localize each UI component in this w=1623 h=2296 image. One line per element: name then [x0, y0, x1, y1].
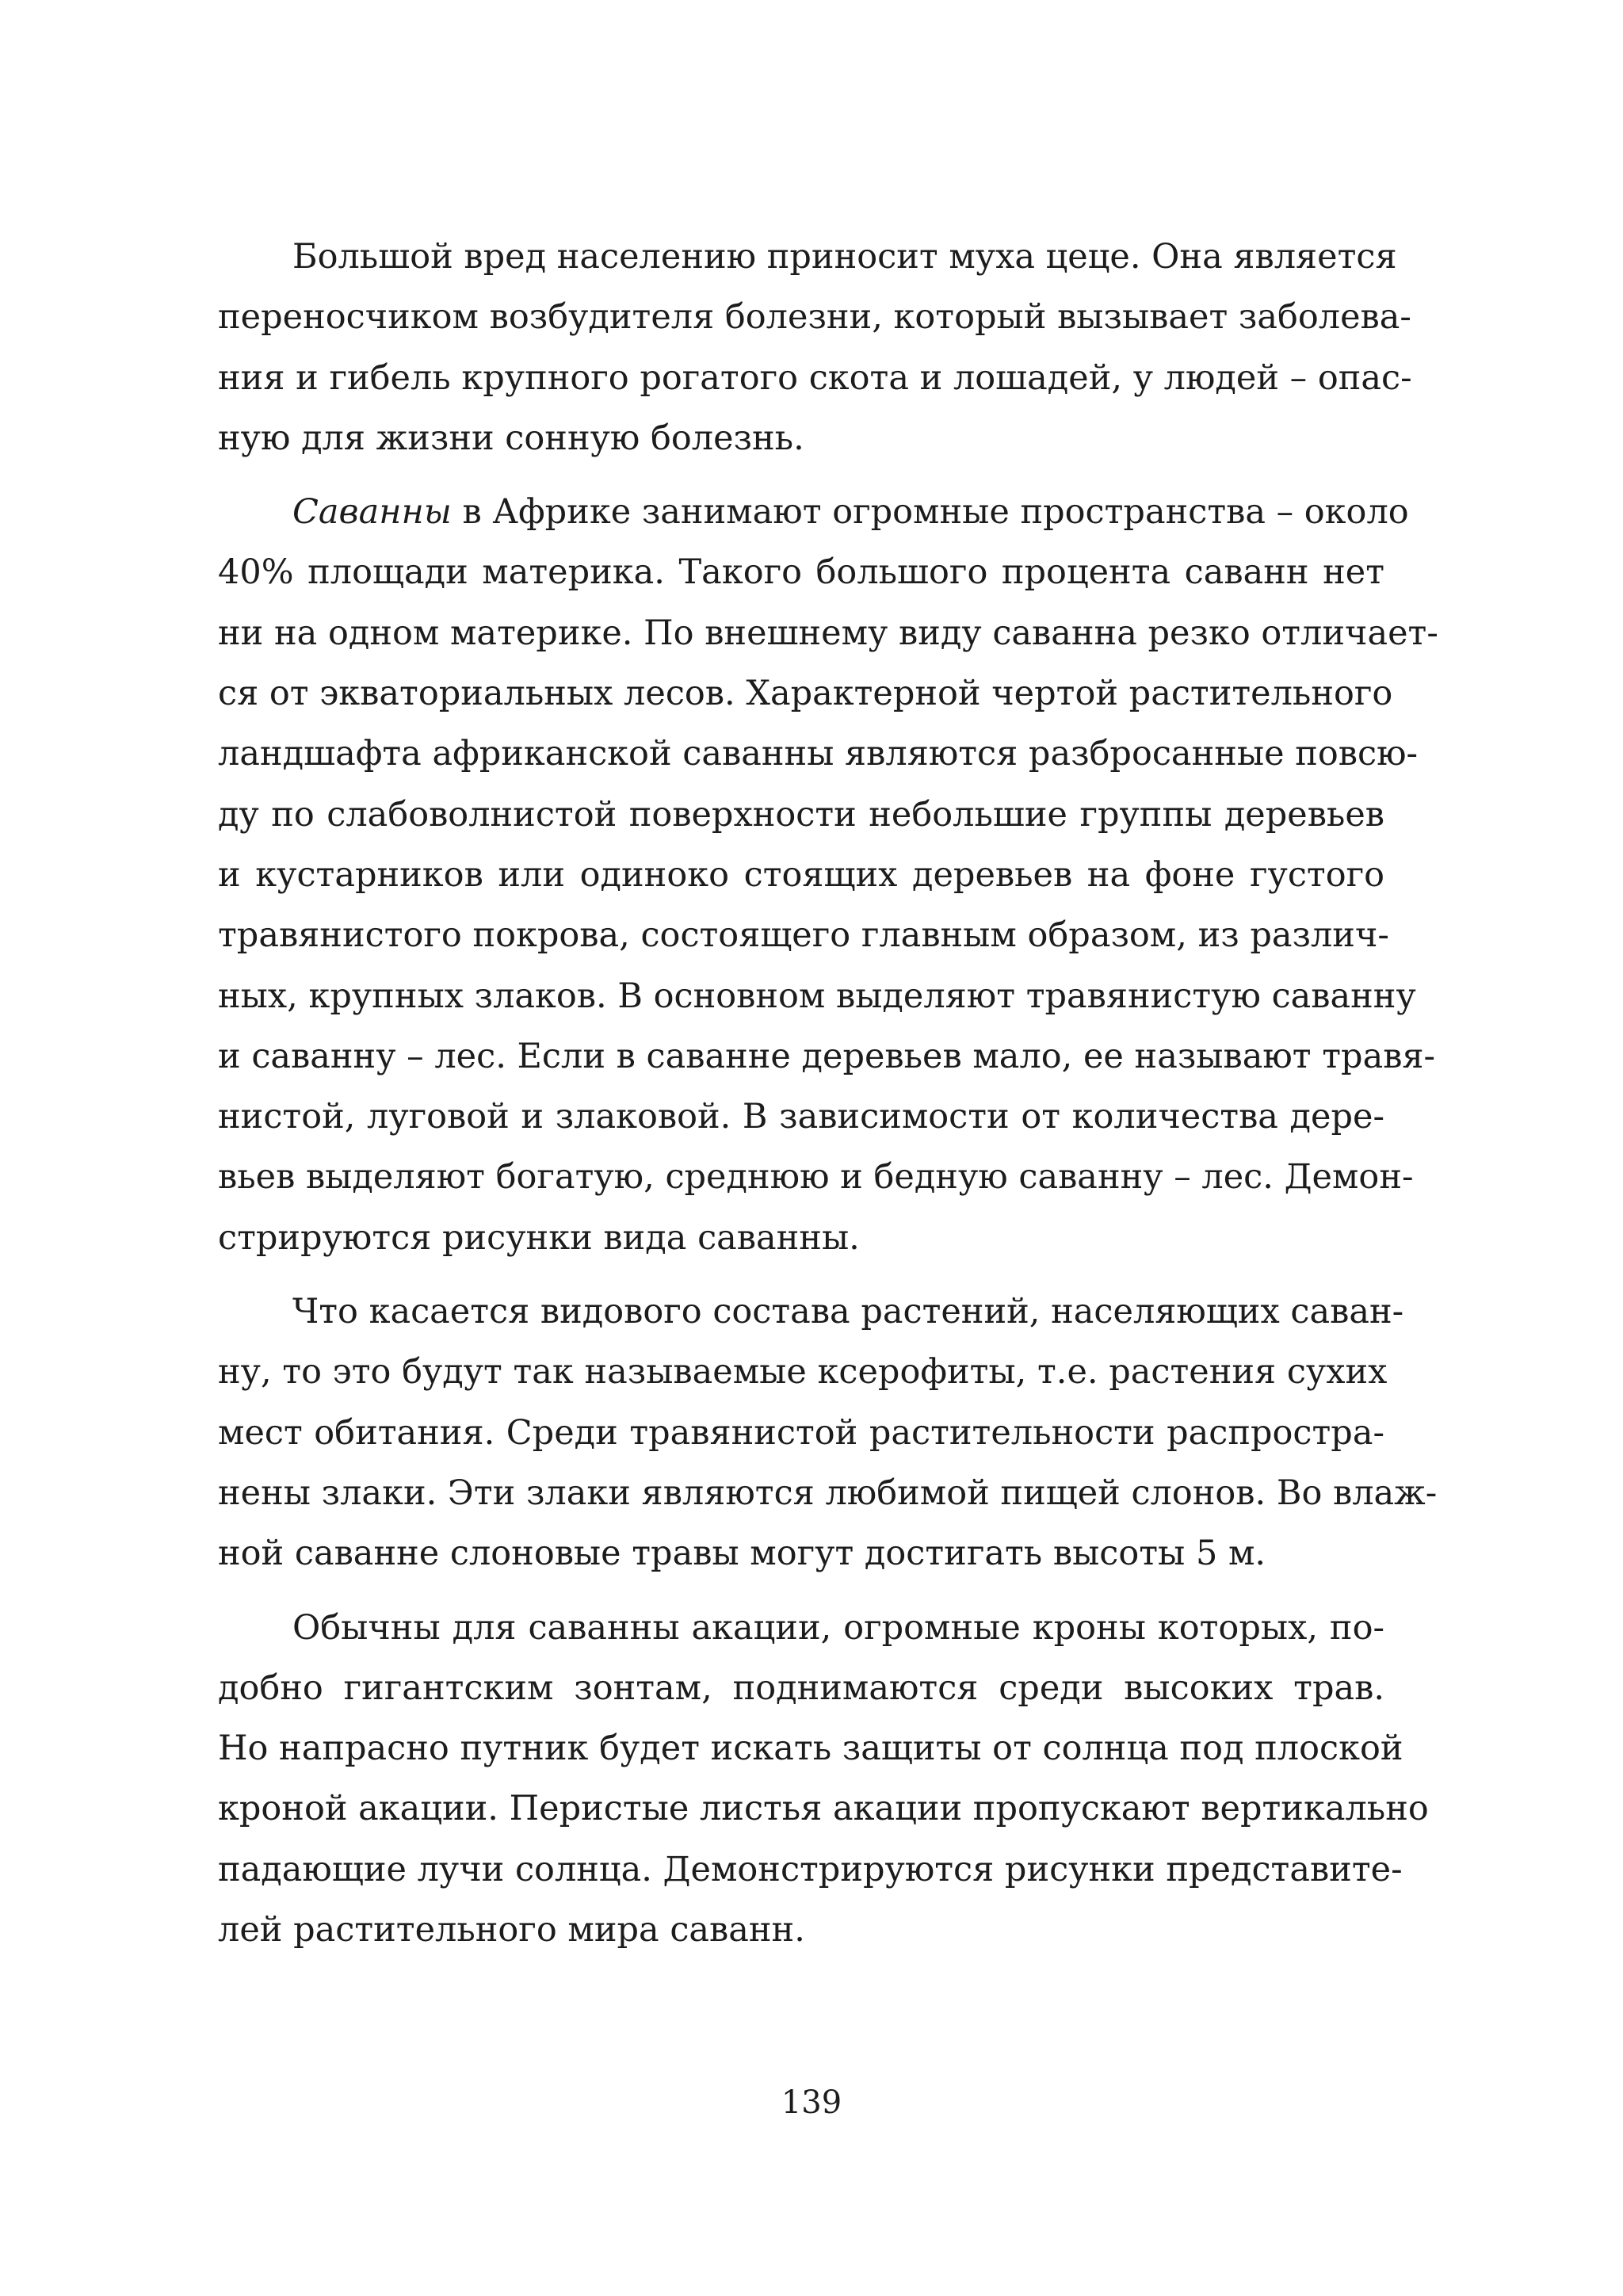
text-line: ную для жизни сонную болезнь. [218, 418, 804, 458]
text-line [218, 482, 1409, 542]
paragraph-savannas [218, 482, 1438, 1268]
text-line: вьев выделяют богатую, среднюю и бедную саванну – лес. Демон- [218, 1157, 1414, 1198]
text-line: добно гигантским зонтам, поднимаются среди высоких трав. [218, 1668, 1384, 1708]
paragraph-species [218, 1282, 1438, 1584]
text-line: Что касается видового состава растений, населяющих саван- [292, 1292, 1404, 1332]
text-fragment: в Африке занимают огромные пространства – около [451, 492, 1409, 533]
text-line: ся от экваториальных лесов. Характерной чертой растительного [218, 674, 1393, 714]
text-line: ландшафта африканской саванны являются разбросанные повсю- [218, 734, 1419, 774]
text-line: лей растительного мира саванн. [218, 1910, 805, 1950]
text-line: кроной акации. Перистые листья акации пропускают вертикально [218, 1789, 1429, 1829]
text-line: и саванну – лес. Если в саванне деревьев мало, ее называют травя- [218, 1036, 1436, 1076]
text-line: нены злаки. Эти злаки являются любимой пищей слонов. Во влаж- [218, 1473, 1438, 1513]
text-line: ни на одном материке. По внешнему виду саванна резко отличает- [218, 613, 1438, 653]
text-line: мест обитания. Среди травянистой растительности распростра- [218, 1412, 1384, 1453]
text-line: нистой, луговой и злаковой. В зависимости от количества дере- [218, 1097, 1384, 1137]
text-line: Но напрасно путник будет искать защиты от солнца под плоской [218, 1729, 1403, 1769]
text-line: ния и гибель крупного рогатого скота и лошадей, у людей – опас- [218, 357, 1412, 398]
text-line: 40% площади материка. Такого большого процента саванн нет [218, 552, 1384, 593]
paragraph-acacia [218, 1598, 1429, 1961]
text-line: стрируются рисунки вида саванны. [218, 1217, 860, 1258]
page-number: 139 [781, 2084, 842, 2121]
body-text [218, 227, 1438, 1960]
text-line: Большой вред населению приносит муха цеце. Она является [292, 237, 1397, 277]
text-line: травянистого покрова, состоящего главным образом, из различ- [218, 915, 1389, 956]
text-line: переносчиком возбудителя болезни, который вызывает заболева- [218, 297, 1411, 338]
text-line: ду по слабоволнистой поверхности небольшие группы деревьев [218, 794, 1384, 835]
text-line: ных, крупных злаков. В основном выделяют травянистую саванну [218, 976, 1416, 1016]
italic-term: Саванны [292, 492, 452, 533]
text-line: Обычны для саванны акации, огромные кроны которых, по- [292, 1607, 1384, 1648]
paragraph-tsetse-fly [218, 227, 1412, 468]
text-line: падающие лучи солнца. Демонстрируются рисунки представите- [218, 1849, 1403, 1889]
text-line: и кустарников или одиноко стоящих деревьев на фоне густого [218, 854, 1384, 895]
text-line: ной саванне слоновые травы могут достигать высоты 5 м. [218, 1534, 1266, 1574]
text-line: ну, то это будут так называемые ксерофиты, т.е. растения сухих [218, 1352, 1388, 1392]
